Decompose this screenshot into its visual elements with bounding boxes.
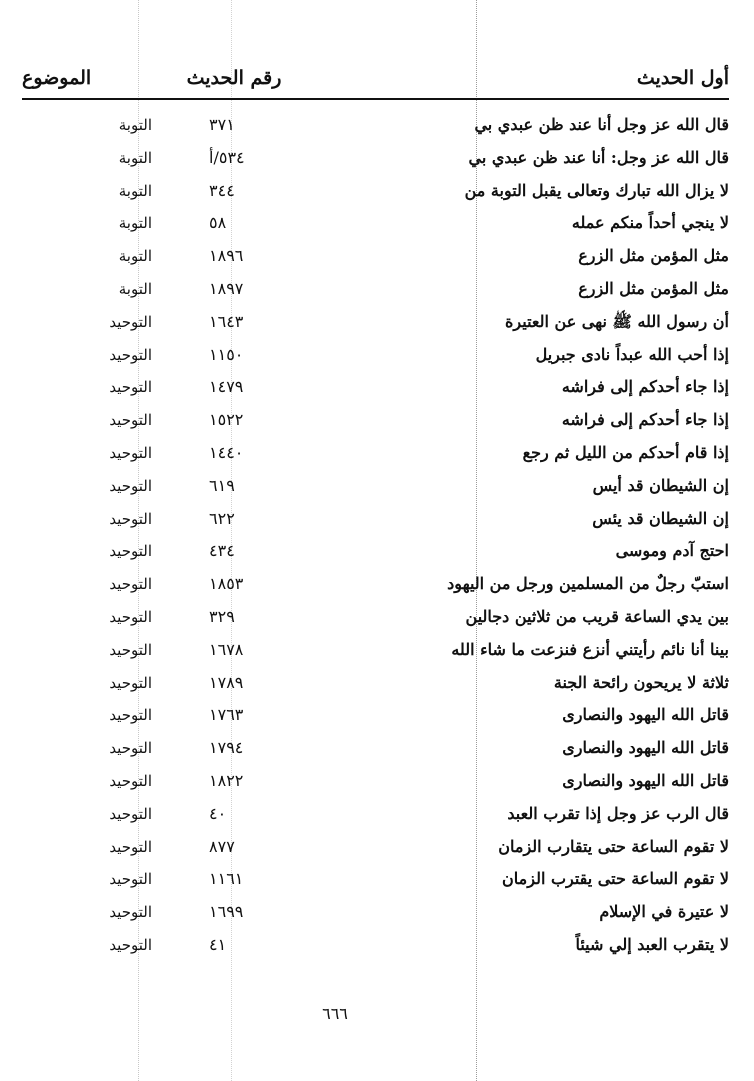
hadith-number: ١١٦١ bbox=[209, 869, 244, 889]
hadith-index-table bbox=[22, 110, 729, 963]
hadith-number: ٤٠ bbox=[209, 803, 227, 823]
hadith-start-text: إن الشيطان قد يئس bbox=[592, 508, 729, 528]
table-row bbox=[22, 405, 729, 438]
hadith-topic: التوحيد bbox=[109, 509, 152, 528]
table-row bbox=[22, 569, 729, 602]
hadith-start-text: لا عتيرة في الإسلام bbox=[599, 902, 729, 922]
table-row bbox=[22, 438, 729, 471]
hadith-number: ١٤٤٠ bbox=[209, 442, 244, 462]
hadith-topic: التوحيد bbox=[109, 411, 152, 430]
hadith-topic: التوحيد bbox=[109, 739, 152, 758]
hadith-topic: التوحيد bbox=[109, 804, 152, 823]
hadith-number: ٦١٩ bbox=[209, 475, 235, 495]
hadith-start-text: إذا أحب الله عبداً نادى جبريل bbox=[535, 344, 729, 364]
hadith-number: ١٧٦٣ bbox=[209, 705, 244, 725]
hadith-start-text: إذا قام أحدكم من الليل ثم رجع bbox=[522, 442, 729, 462]
hadith-topic: التوحيد bbox=[109, 607, 152, 626]
hadith-topic: التوحيد bbox=[109, 640, 152, 659]
hadith-number: ١٨٩٦ bbox=[209, 246, 244, 266]
table-row bbox=[22, 110, 729, 143]
hadith-start-text: إذا جاء أحدكم إلى فراشه bbox=[561, 410, 729, 430]
hadith-start-text: إن الشيطان قد أيس bbox=[592, 475, 729, 495]
hadith-start-text: مثل المؤمن مثل الزرع bbox=[578, 278, 729, 298]
table-row bbox=[22, 471, 729, 504]
hadith-topic: التوحيد bbox=[109, 771, 152, 790]
hadith-number: ١٤٧٩ bbox=[209, 377, 244, 397]
hadith-number: ١٧٩٤ bbox=[209, 738, 244, 758]
hadith-start-text: استبّ رجلٌ من المسلمين ورجل من اليهود bbox=[447, 574, 729, 594]
hadith-topic: التوحيد bbox=[109, 575, 152, 594]
hadith-start-text: إذا جاء أحدكم إلى فراشه bbox=[561, 377, 729, 397]
hadith-number: ١٥٢٢ bbox=[209, 410, 244, 430]
table-row bbox=[22, 307, 729, 340]
page-number: ٦٦٦ bbox=[322, 1004, 348, 1023]
header-hadith-number: رقم الحديث bbox=[186, 67, 282, 89]
table-row bbox=[22, 668, 729, 701]
header-topic: الموضوع bbox=[22, 67, 92, 89]
hadith-start-text: لا تقوم الساعة حتى يتقارب الزمان bbox=[498, 836, 729, 856]
table-row bbox=[22, 274, 729, 307]
hadith-topic: التوبة bbox=[118, 148, 152, 167]
table-row bbox=[22, 340, 729, 373]
table-header bbox=[22, 64, 729, 98]
hadith-number: ١٨٥٣ bbox=[209, 574, 244, 594]
table-row bbox=[22, 208, 729, 241]
table-row bbox=[22, 766, 729, 799]
hadith-number: ٦٢٢ bbox=[209, 508, 235, 528]
table-row bbox=[22, 700, 729, 733]
hadith-topic: التوحيد bbox=[109, 312, 152, 331]
hadith-start-text: بينا أنا نائم رأيتني أنزع فنزعت ما شاء الله bbox=[451, 639, 729, 659]
table-row bbox=[22, 176, 729, 209]
hadith-number: ١٦٤٣ bbox=[209, 311, 244, 331]
table-row bbox=[22, 799, 729, 832]
hadith-topic: التوحيد bbox=[109, 706, 152, 725]
hadith-number: ٤١ bbox=[209, 934, 227, 954]
hadith-topic: التوحيد bbox=[109, 476, 152, 495]
table-row bbox=[22, 635, 729, 668]
hadith-topic: التوحيد bbox=[109, 837, 152, 856]
hadith-number: ٣٢٩ bbox=[209, 606, 235, 626]
hadith-topic: التوحيد bbox=[109, 870, 152, 889]
hadith-number: ١٨٩٧ bbox=[209, 278, 244, 298]
hadith-start-text: احتج آدم وموسى bbox=[615, 541, 729, 561]
table-row bbox=[22, 241, 729, 274]
table-row bbox=[22, 897, 729, 930]
hadith-number: ٣٧١ bbox=[209, 115, 235, 134]
hadith-topic: التوحيد bbox=[109, 378, 152, 397]
hadith-start-text: قاتل الله اليهود والنصارى bbox=[562, 770, 729, 790]
hadith-number: ٥٣٤/أ bbox=[209, 147, 245, 167]
header-hadith-start: أول الحديث bbox=[636, 67, 729, 89]
hadith-start-text: لا يتقرب العبد إلي شيئاً bbox=[575, 934, 729, 954]
hadith-topic: التوحيد bbox=[109, 903, 152, 922]
table-row bbox=[22, 832, 729, 865]
hadith-start-text: لا يزال الله تبارك وتعالى يقبل التوبة من bbox=[464, 180, 729, 200]
hadith-number: ١٦٩٩ bbox=[209, 902, 244, 922]
hadith-start-text: قال الرب عز وجل إذا تقرب العبد bbox=[507, 803, 729, 823]
hadith-start-text: قال الله عز وجل أنا عند ظن عبدي بي bbox=[474, 115, 729, 134]
hadith-start-text: قاتل الله اليهود والنصارى bbox=[562, 738, 729, 758]
hadith-topic: التوحيد bbox=[109, 935, 152, 954]
hadith-start-text: لا ينجي أحداً منكم عمله bbox=[571, 213, 729, 233]
hadith-number: ٤٣٤ bbox=[209, 541, 235, 561]
hadith-topic: التوبة bbox=[118, 247, 152, 266]
table-row bbox=[22, 864, 729, 897]
table-row bbox=[22, 733, 729, 766]
hadith-number: ١٦٧٨ bbox=[209, 639, 244, 659]
hadith-topic: التوحيد bbox=[109, 673, 152, 692]
hadith-number: ١٧٨٩ bbox=[209, 672, 244, 692]
hadith-start-text: أن رسول الله ﷺ نهى عن العتيرة bbox=[505, 311, 729, 331]
hadith-start-text: قال الله عز وجل: أنا عند ظن عبدي بي bbox=[468, 147, 729, 167]
hadith-start-text: بين يدي الساعة قريب من ثلاثين دجالين bbox=[465, 606, 729, 626]
table-row bbox=[22, 536, 729, 569]
hadith-start-text: مثل المؤمن مثل الزرع bbox=[578, 246, 729, 266]
table-row bbox=[22, 143, 729, 176]
hadith-number: ٥٨ bbox=[209, 213, 227, 233]
hadith-number: ٨٧٧ bbox=[209, 836, 235, 856]
hadith-topic: التوحيد bbox=[109, 345, 152, 364]
hadith-topic: التوبة bbox=[118, 116, 152, 134]
hadith-start-text: ثلاثة لا يريحون رائحة الجنة bbox=[553, 672, 729, 692]
table-row bbox=[22, 372, 729, 405]
hadith-topic: التوبة bbox=[118, 214, 152, 233]
table-row bbox=[22, 504, 729, 537]
header-rule bbox=[22, 98, 729, 100]
hadith-topic: التوبة bbox=[118, 181, 152, 200]
hadith-start-text: لا تقوم الساعة حتى يقترب الزمان bbox=[502, 869, 729, 889]
table-row bbox=[22, 602, 729, 635]
hadith-topic: التوحيد bbox=[109, 542, 152, 561]
hadith-number: ٣٤٤ bbox=[209, 180, 235, 200]
hadith-number: ١١٥٠ bbox=[209, 344, 244, 364]
hadith-number: ١٨٢٢ bbox=[209, 770, 244, 790]
hadith-topic: التوبة bbox=[118, 279, 152, 298]
hadith-topic: التوحيد bbox=[109, 443, 152, 462]
table-row bbox=[22, 930, 729, 963]
hadith-start-text: قاتل الله اليهود والنصارى bbox=[562, 705, 729, 725]
